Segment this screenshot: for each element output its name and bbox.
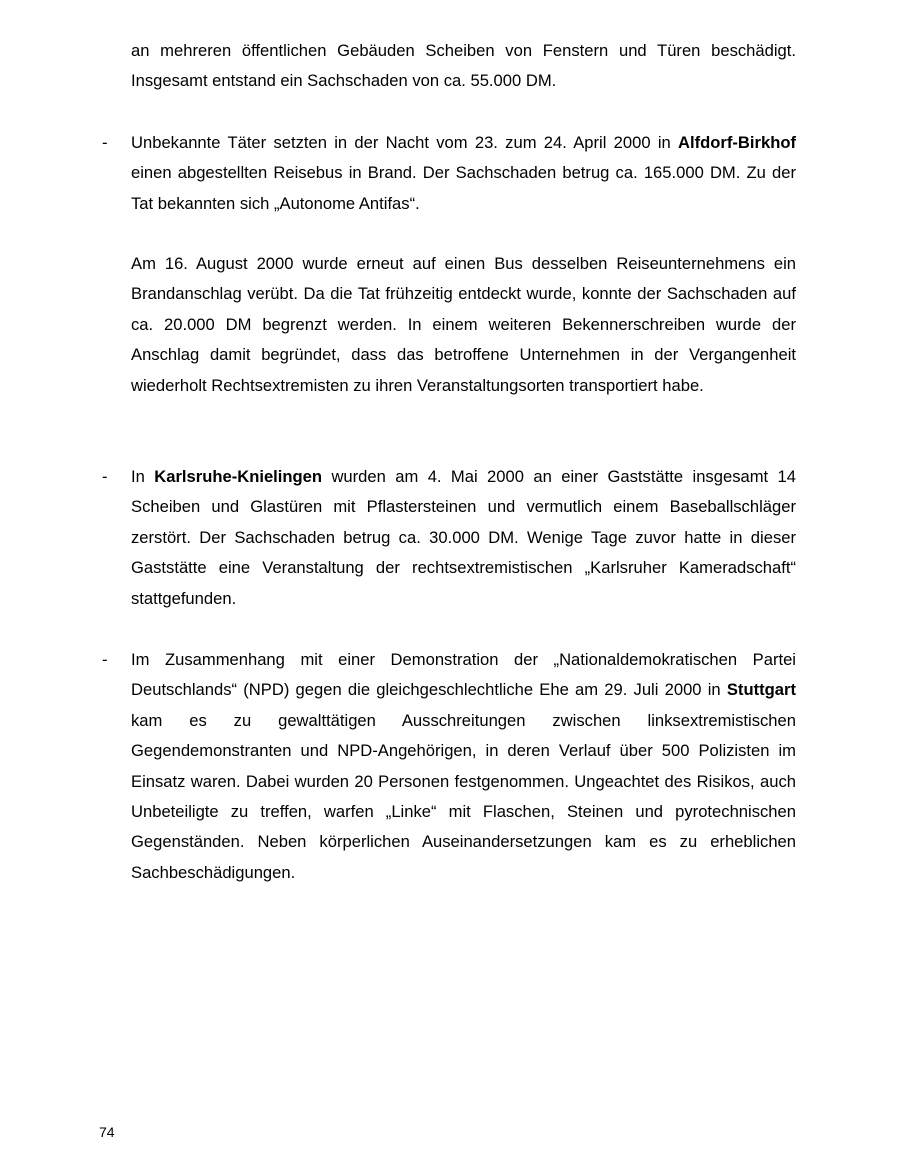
list-item-alfdorf-followup <box>131 249 796 401</box>
item-paragraph: Am 16. August 2000 wurde erneut auf einen Bus desselben Reiseunternehmens ein Brandanschlag verübt. Da die Tat frühzeitig entdeckt wurde, konnte der Sachschaden auf ca. 20.000 DM begrenzt werden. In einem weiteren Bekennerschreiben wurde der Anschlag damit begründet, dass das betroffene Unternehmen in der Vergangenheit wiederholt Rechtsextremisten zu ihren Veranstaltungsorten transportiert habe. <box>131 254 796 395</box>
item-text: Unbekannte Täter setzten in der Nacht vom 23. zum 24. April 2000 in <box>131 133 679 152</box>
item-text: In <box>131 467 155 486</box>
item-paragraph <box>131 128 796 219</box>
list-item-karlsruhe <box>131 462 796 614</box>
list-bullet: - <box>102 133 108 152</box>
item-text: wurden am 4. Mai 2000 an einer Gaststätte insgesamt 14 Scheiben und Glastüren mit Pflastersteinen und vermutlich einem Baseballschläger zerstört. Der Sachschaden betrug ca. 30.000 DM. Wenige Tage zuvor hatte in dieser Gaststätte eine Veranstaltung der rechtsextremistischen „Karlsruher Kameradschaft“ stattgefunden. <box>131 467 796 608</box>
list-item-alfdorf <box>131 128 796 219</box>
item-text: kam es zu gewalttätigen Ausschreitungen zwischen linksextremistischen Gegendemonstranten und NPD-Angehörigen, in deren Verlauf über 500 Polizisten im Einsatz waren. Dabei wurden 20 Personen festgenommen. Ungeachtet des Risikos, auch Unbeteiligte zu treffen, warfen „Linke“ mit Flaschen, Steinen und pyrotechnischen Gegenständen. Neben körperlichen Auseinandersetzungen kam es zu erheblichen Sachbeschädigungen. <box>131 710 796 882</box>
continuation-text: an mehreren öffentlichen Gebäuden Scheiben von Fenstern und Türen beschädigt. Insgesamt entstand ein Sachschaden von ca. 55.000 DM. <box>131 41 796 91</box>
list-item-stuttgart <box>131 645 796 888</box>
item-paragraph <box>131 462 796 614</box>
item-text: Im Zusammenhang mit einer Demonstration der „Nationaldemokratischen Partei Deutschlands“ (NPD) gegen die gleichgeschlechtliche Ehe am 29. Juli 2000 in <box>131 650 796 700</box>
item-location: Stuttgart <box>726 680 796 700</box>
list-bullet: - <box>102 467 108 486</box>
item-text: einen abgestellten Reisebus in Brand. Der Sachschaden betrug ca. 165.000 DM. Zu der Tat bekannten sich „Autonome Antifas“. <box>131 163 796 213</box>
item-paragraph <box>131 645 796 888</box>
list-bullet: - <box>102 650 108 669</box>
item-location: Alfdorf-Birkhof <box>678 133 796 152</box>
item-location: Karlsruhe-Knielingen <box>154 467 323 486</box>
continuation-paragraph <box>131 36 796 97</box>
page-number: 74 <box>99 1124 115 1140</box>
